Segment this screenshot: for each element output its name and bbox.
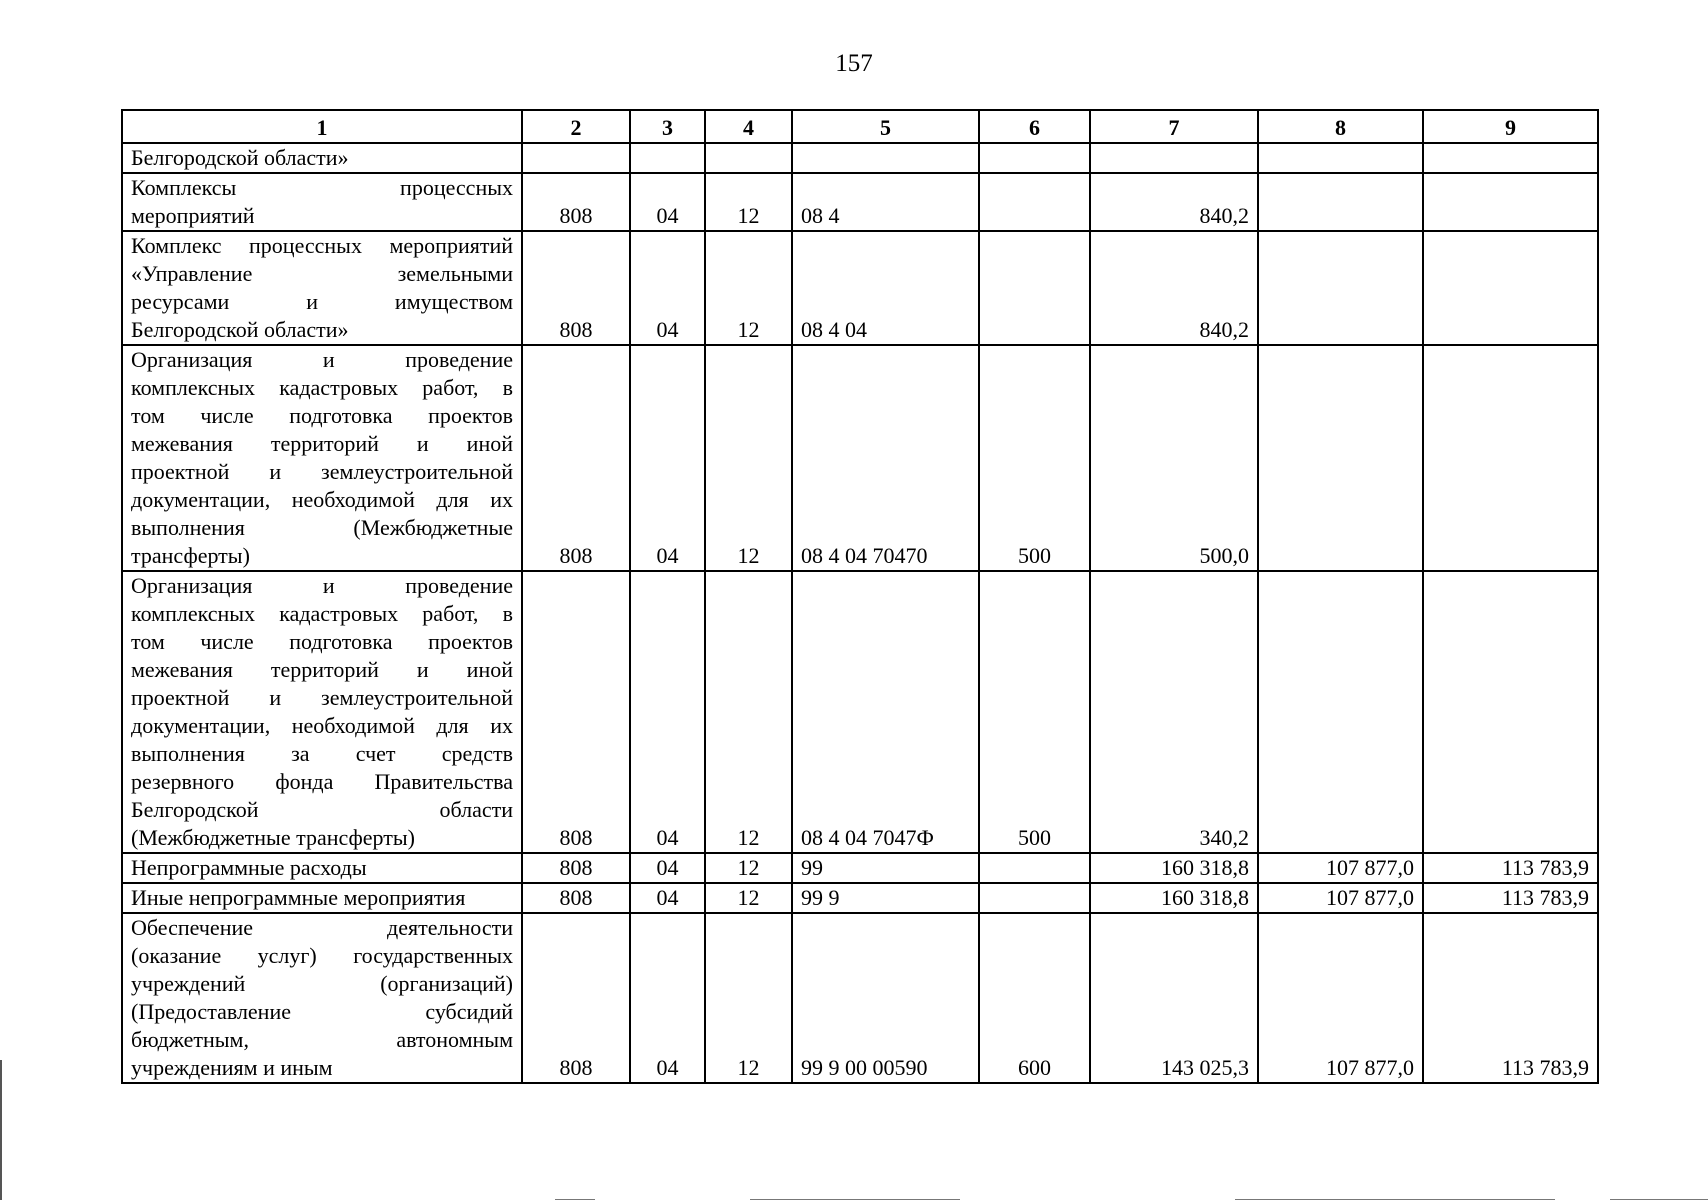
table-row: [122, 173, 1598, 231]
amount-2025-cell: 160 318,8: [1090, 883, 1258, 913]
row-name-cell: [122, 345, 522, 571]
expense-type-cell: [979, 231, 1090, 345]
row-name-line: комплексных кадастровых работ, в: [131, 375, 513, 400]
amount-2026-cell: 107 877,0: [1258, 883, 1423, 913]
row-name-line: «Управление земельными: [131, 261, 513, 286]
code-cell: [522, 143, 630, 173]
page-number: 157: [835, 50, 873, 77]
section-cell: 04: [630, 883, 705, 913]
amount-2025-cell: 160 318,8: [1090, 853, 1258, 883]
target-article-cell: 08 4 04 7047Ф: [792, 571, 979, 853]
expense-type-cell: [979, 143, 1090, 173]
scan-edge-line: [0, 1060, 2, 1200]
target-article-cell: 99 9 00 00590: [792, 913, 979, 1083]
table-row: [122, 571, 1598, 853]
amount-2025-cell: 840,2: [1090, 173, 1258, 231]
amount-2025-cell: 840,2: [1090, 231, 1258, 345]
section-cell: 04: [630, 345, 705, 571]
amount-2027-cell: [1423, 571, 1598, 853]
amount-2025-cell: 340,2: [1090, 571, 1258, 853]
header-cell: 4: [705, 110, 792, 143]
expense-type-cell: 600: [979, 913, 1090, 1083]
amount-2025-cell: [1090, 143, 1258, 173]
row-name-line: (Предоставление субсидий: [131, 999, 513, 1024]
budget-table: [121, 109, 1599, 1084]
row-name-line: Белгородской области: [131, 797, 513, 822]
table-row: [122, 231, 1598, 345]
amount-2026-cell: [1258, 143, 1423, 173]
row-name-line: Организация и проведение: [131, 573, 513, 598]
amount-2026-cell: 107 877,0: [1258, 913, 1423, 1083]
header-row: [122, 110, 1598, 143]
row-name-cell: [122, 853, 522, 883]
subsection-cell: 12: [705, 913, 792, 1083]
section-cell: 04: [630, 571, 705, 853]
code-cell: 808: [522, 173, 630, 231]
amount-2025-cell: 500,0: [1090, 345, 1258, 571]
row-name-line: выполнения (Межбюджетные: [131, 515, 513, 540]
header-cell: 2: [522, 110, 630, 143]
target-article-cell: 08 4 04 70470: [792, 345, 979, 571]
row-name-line: резервного фонда Правительства: [131, 769, 513, 794]
expense-type-cell: [979, 883, 1090, 913]
amount-2027-cell: [1423, 173, 1598, 231]
row-name-line: (оказание услуг) государственных: [131, 943, 513, 968]
row-name-line: комплексных кадастровых работ, в: [131, 601, 513, 626]
row-name-line: ресурсами и имуществом: [131, 289, 513, 314]
row-name-line: Организация и проведение: [131, 347, 513, 372]
amount-2026-cell: [1258, 571, 1423, 853]
target-article-cell: 99 9: [792, 883, 979, 913]
row-name-line: бюджетным, автономным: [131, 1027, 513, 1052]
amount-2026-cell: 107 877,0: [1258, 853, 1423, 883]
row-name-line: Белгородской области»: [131, 317, 349, 342]
header-cell: 1: [122, 110, 522, 143]
row-name-line: Обеспечение деятельности: [131, 915, 513, 940]
code-cell: 808: [522, 883, 630, 913]
section-cell: 04: [630, 853, 705, 883]
amount-2027-cell: 113 783,9: [1423, 913, 1598, 1083]
table-row: [122, 913, 1598, 1083]
code-cell: 808: [522, 571, 630, 853]
target-article-cell: 99: [792, 853, 979, 883]
section-cell: 04: [630, 231, 705, 345]
row-name-line: Белгородской области»: [131, 145, 349, 170]
amount-2026-cell: [1258, 231, 1423, 345]
row-name-line: Комплексы процессных: [131, 175, 513, 200]
target-article-cell: 08 4 04: [792, 231, 979, 345]
table-row: [122, 883, 1598, 913]
row-name-cell: [122, 571, 522, 853]
row-name-line: том числе подготовка проектов: [131, 403, 513, 428]
row-name-cell: [122, 913, 522, 1083]
subsection-cell: 12: [705, 345, 792, 571]
expense-type-cell: [979, 173, 1090, 231]
subsection-cell: [705, 143, 792, 173]
header-cell: 8: [1258, 110, 1423, 143]
amount-2027-cell: [1423, 231, 1598, 345]
amount-2027-cell: [1423, 345, 1598, 571]
row-name-line: проектной и землеустроительной: [131, 685, 513, 710]
target-article-cell: [792, 143, 979, 173]
expense-type-cell: [979, 853, 1090, 883]
subsection-cell: 12: [705, 231, 792, 345]
header-cell: 3: [630, 110, 705, 143]
amount-2027-cell: [1423, 143, 1598, 173]
header-cell: 6: [979, 110, 1090, 143]
table-row: [122, 143, 1598, 173]
section-cell: 04: [630, 913, 705, 1083]
amount-2026-cell: [1258, 345, 1423, 571]
row-name-line: мероприятий: [131, 203, 255, 228]
header-cell: 7: [1090, 110, 1258, 143]
code-cell: 808: [522, 913, 630, 1083]
header-cell: 9: [1423, 110, 1598, 143]
section-cell: 04: [630, 173, 705, 231]
subsection-cell: 12: [705, 571, 792, 853]
amount-2027-cell: 113 783,9: [1423, 883, 1598, 913]
expense-type-cell: 500: [979, 571, 1090, 853]
row-name-line: проектной и землеустроительной: [131, 459, 513, 484]
table-body: [122, 110, 1598, 1083]
row-name-line: межевания территорий и иной: [131, 431, 513, 456]
row-name-line: документации, необходимой для их: [131, 487, 513, 512]
row-name-line: выполнения за счет средств: [131, 741, 513, 766]
header-cell: 5: [792, 110, 979, 143]
table-row: [122, 853, 1598, 883]
row-name-line: учреждениям и иным: [131, 1055, 333, 1080]
subsection-cell: 12: [705, 853, 792, 883]
row-name-cell: [122, 173, 522, 231]
target-article-cell: 08 4: [792, 173, 979, 231]
code-cell: 808: [522, 231, 630, 345]
row-name-line: Непрограммные расходы: [131, 855, 367, 880]
row-name-cell: [122, 883, 522, 913]
subsection-cell: 12: [705, 173, 792, 231]
row-name-line: том числе подготовка проектов: [131, 629, 513, 654]
code-cell: 808: [522, 853, 630, 883]
section-cell: [630, 143, 705, 173]
row-name-line: Комплекс процессных мероприятий: [131, 233, 513, 258]
row-name-cell: [122, 143, 522, 173]
amount-2026-cell: [1258, 173, 1423, 231]
amount-2027-cell: 113 783,9: [1423, 853, 1598, 883]
table-row: [122, 345, 1598, 571]
code-cell: 808: [522, 345, 630, 571]
row-name-line: (Межбюджетные трансферты): [131, 825, 415, 850]
row-name-line: документации, необходимой для их: [131, 713, 513, 738]
amount-2025-cell: 143 025,3: [1090, 913, 1258, 1083]
row-name-line: Иные непрограммные мероприятия: [131, 885, 466, 910]
subsection-cell: 12: [705, 883, 792, 913]
row-name-cell: [122, 231, 522, 345]
row-name-line: трансферты): [131, 543, 250, 568]
expense-type-cell: 500: [979, 345, 1090, 571]
row-name-line: межевания территорий и иной: [131, 657, 513, 682]
row-name-line: учреждений (организаций): [131, 971, 513, 996]
